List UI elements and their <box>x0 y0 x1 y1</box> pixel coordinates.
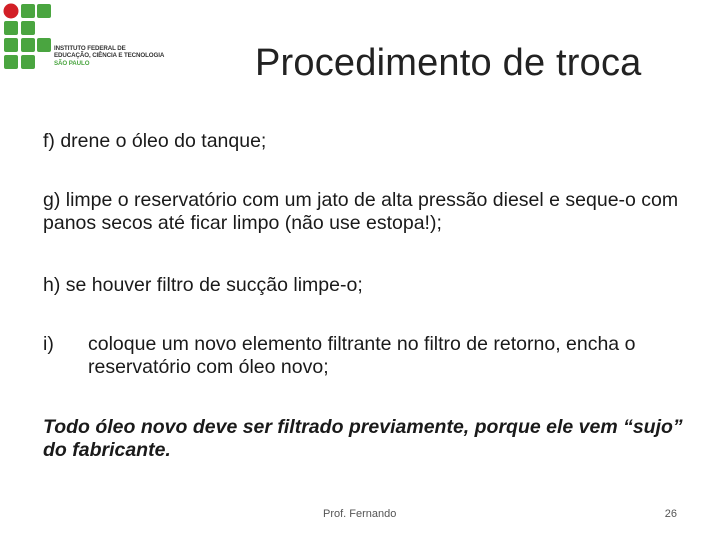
logo-text <box>54 45 164 67</box>
step-i-marker: i) <box>43 333 54 355</box>
logo-line-1: INSTITUTO FEDERAL DE <box>54 45 126 52</box>
step-h: h) se houver filtro de sucção limpe-o; <box>43 274 363 296</box>
step-i-text: coloque um novo elemento filtrante no filtro de retorno, encha o reservatório com óleo novo; <box>88 333 636 378</box>
logo-mark <box>2 2 54 72</box>
important-note: Todo óleo novo deve ser filtrado previamente, porque ele vem “sujo” do fabricante. <box>43 416 683 461</box>
logo-line-3: SÃO PAULO <box>54 59 90 67</box>
page-number: 26 <box>664 508 677 520</box>
logo-red-dot <box>4 4 19 19</box>
institution-logo <box>2 2 174 72</box>
footer-author: Prof. Fernando <box>323 508 397 520</box>
logo-line-2: EDUCAÇÃO, CIÊNCIA E TECNOLOGIA <box>54 52 165 60</box>
slide-title: Procedimento de troca <box>255 42 642 84</box>
step-f: f) drene o óleo do tanque; <box>43 130 267 152</box>
step-g: g) limpe o reservatório com um jato de alta pressão diesel e seque-o com panos secos até ficar limpo (não use estopa!); <box>43 189 679 234</box>
